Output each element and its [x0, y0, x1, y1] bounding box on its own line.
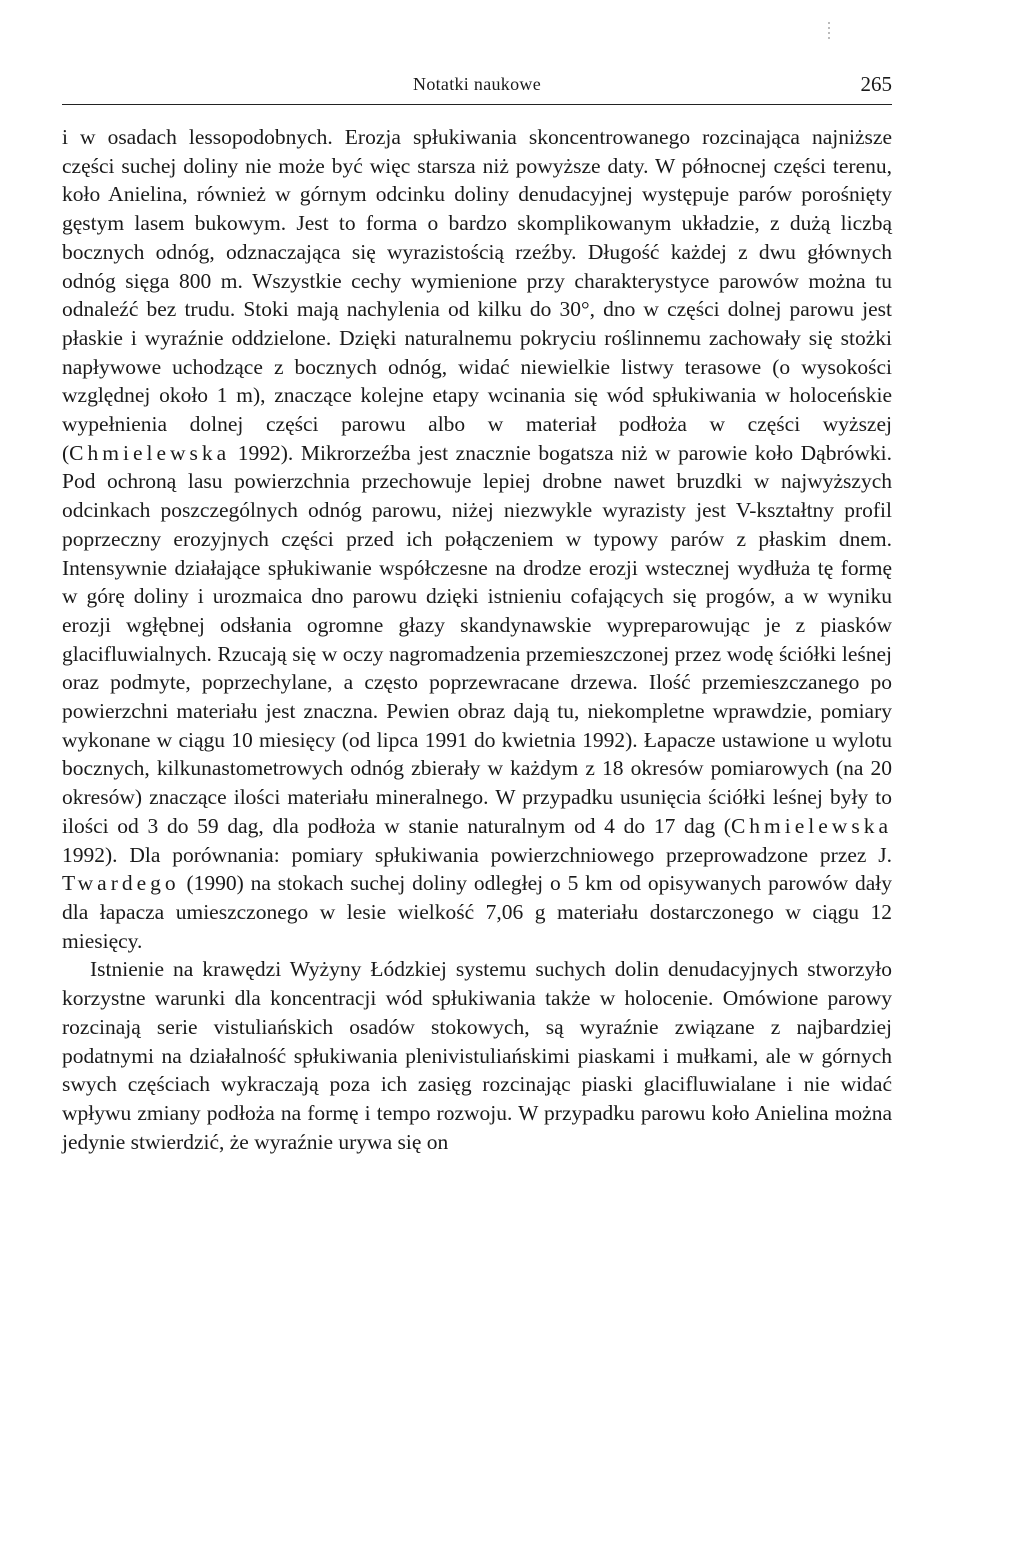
text-run: i w osadach lessopodobnych. Erozja spłukiwania skoncentrowanego rozcinająca najniższe części suchej doliny nie może być więc starsza niż powyższe daty. W północnej części terenu, koło Anielina, również w górnym odcinku doliny denudacyjnej występuje parów porośnięty gęstym lasem bukowym. Jest to forma o bardzo skomplikowanym układzie, z dużą liczbą bocznych odnóg, odznaczająca się wyrazistością rzeźby. Długość każdej z dwu głównych odnóg sięga 800 m. Wszystkie cechy wymienione przy charakterystyce parowów można tu odnaleźć bez trudu. Stoki mają nachylenia od kilku do 30°, dno w części dolnej parowu jest płaskie i wyraźnie oddzielone. Dzięki naturalnemu pokryciu roślinnemu zachowały się stożki napływowe uchodzące z bocznych odnóg, widać niewielkie listwy terasowe (o wysokości względnej około 1 m), znaczące kolejne etapy wcinania się wód spłukiwania w holoceńskie wypełnienia dolnej części parowu albo w materiał podłoża w części wyższej ( [62, 125, 892, 465]
running-title: Notatki naukowe [413, 74, 541, 94]
page [62, 70, 892, 1156]
text-run: 1992). Dla porównania: pomiary spłukiwania powierzchniowego przeprowadzone przez J. [62, 842, 892, 867]
author-citation: Twardego [62, 871, 180, 896]
text-run: (1990) na stokach suchej doliny odległej o 5 km od opisywanych parowów dały dla łapacza umieszczonego w lesie wielkość 7,06 g materiału dostarczonego w ciągu 12 miesięcy. [62, 871, 892, 953]
paragraph-1 [62, 123, 892, 955]
author-citation: Chmielewska [69, 440, 231, 465]
paragraph-2: Istnienie na krawędzi Wyżyny Łódzkiej systemu suchych dolin denudacyjnych stworzyło korzystne warunki dla koncentracji wód spłukiwania także w holocenie. Omówione parowy rozcinają serie vistuliańskich osadów stokowych, są wyraźnie związane z najbardziej podatnymi na działalność spłukiwania plenivistuliańskimi piaskami i mułkami, ale w górnych swych częściach wykraczają poza ich zasięg rozcinając piaski glacifluwialane i nie widać wpływu zmiany podłoża na formę i tempo rozwoju. W przypadku parowu koło Anielina można jedynie stwierdzić, że wyraźnie urywa się on [62, 957, 892, 1154]
text-run: 1992). Mikrorzeźba jest znacznie bogatsza niż w parowie koło Dąbrówki. Pod ochroną lasu powierzchnia przechowuje lepiej drobne nawet bruzdki w najwyższych odcinkach poszczególnych odnóg parowu, niżej niezwykle wyrazisty jest V-kształtny profil poprzeczny erozyjnych części przed ich połączeniem w typowy parów z płaskim dnem. Intensywnie działające spłukiwanie współczesne na drodze erozji wstecznej wydłuża tę formę w górę doliny i urozmaica dno parowu dzięki istnieniu cofających się progów, a w wyniku erozji wgłębnej odsłania ogromne głazy skandynawskie wypreparowując je z piasków glacifluwialnych. Rzucają się w oczy nagromadzenia przemieszczonej przez wodę ściółki leśnej oraz podmyte, poprzechylane, a często poprzewracane drzewa. Ilość przemieszczanego po powierzchni materiału jest znaczna. Pewien obraz dają tu, niekompletne wprawdzie, pomiary wykonane w ciągu 10 miesięcy (od lipca 1991 do kwietnia 1992). Łapacze ustawione u wylotu bocznych, kilkunastometrowych odnóg zbierały w każdym z 18 okresów pomiarowych (na 20 okresów) znaczące ilości materiału mineralnego. W przypadku usunięcia ściółki leśnej były to ilości od 3 do 59 dag, dla podłoża w stanie naturalnym od 4 do 17 dag ( [62, 440, 892, 838]
page-number: 265 [860, 72, 892, 96]
running-header [62, 70, 892, 105]
scan-speck [828, 22, 830, 40]
body-text [62, 123, 892, 1156]
author-citation: Chmielewska [730, 813, 892, 838]
